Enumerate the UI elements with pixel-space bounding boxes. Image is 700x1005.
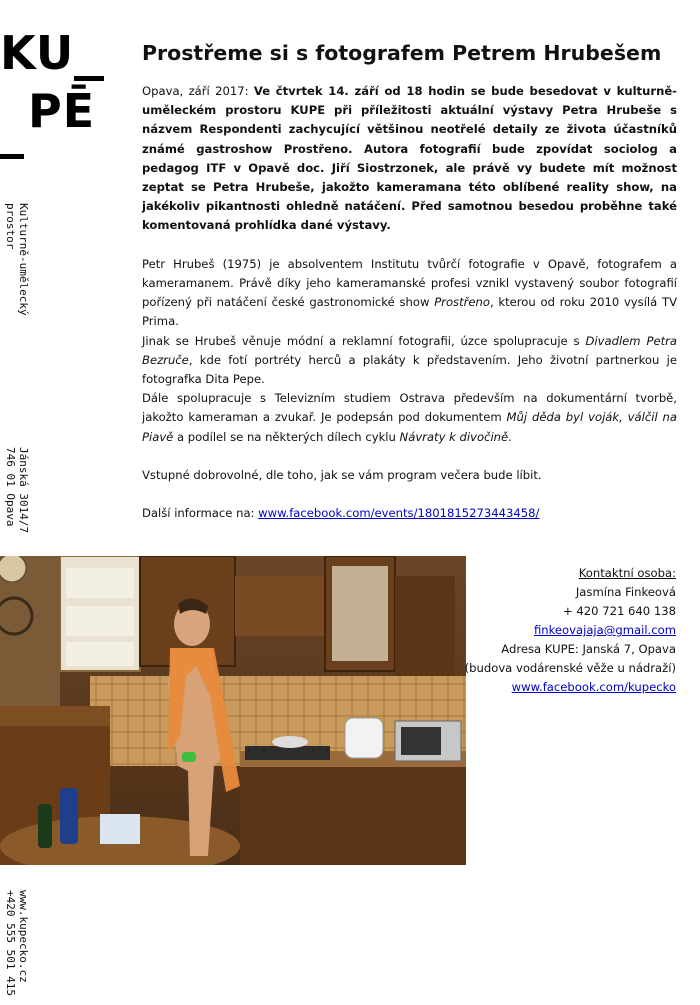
- bio-p3-text-c: .: [508, 429, 512, 444]
- page-title: Prostřeme si s fotografem Petrem Hrubešem: [142, 41, 662, 65]
- intro-bold: Ve čtvrtek 14. září od 18 hodin se bude besedovat v kulturně-uměleckém prostoru KUPE při příležitosti aktuální výstavy Petra Hrubeše s názvem Respondenti zachycující většinou neotřelé detaily ze života účastníků známé gastroshow Prostřeno. Autora fotografií bude zpovídat sociolog a pedagog ITF v Opavě doc. Jiří Siostrzonek, ale právě vy budete mít možnost zeptat se Petra Hrubeše, jakožto kameramana této oblíbené reality show, na jakékoliv pikantnosti ohledně natáčení. Před samotnou besedou proběhne také komentovaná prohlídka dané výstavy.: [142, 84, 677, 233]
- contact-address: Adresa KUPE: Janská 7, Opava: [501, 642, 676, 656]
- logo-line-1: KU: [0, 26, 75, 80]
- bio-paragraph-2: [142, 332, 677, 390]
- contact-phone: + 420 721 640 138: [563, 604, 676, 618]
- event-link[interactable]: www.facebook.com/events/1801815273443458/: [258, 506, 540, 521]
- contact-address-note: (budova vodárenské věže u nádraží): [464, 661, 676, 675]
- contact-heading: Kontaktní osoba:: [578, 566, 676, 580]
- more-info-label: Další informace na:: [142, 506, 259, 521]
- contact-email-link[interactable]: finkeovajaja@gmail.com: [533, 623, 676, 637]
- contact-web-link[interactable]: www.facebook.com/kupecko: [511, 680, 676, 694]
- bio-p3-italic-1: Můj děda byl voják, válčil na Piavě: [142, 410, 677, 444]
- bio-p3-italic-2: Návraty k divočině: [399, 429, 509, 444]
- intro-lead: Opava, září 2017:: [142, 84, 254, 98]
- bio-p2-text-b: , kde fotí portréty herců a plakáty k představením. Jeho životní partnerkou je fotografka Dita Pepe.: [142, 352, 677, 387]
- sidebar-address: Jánská 3014/7 746 01 Opava: [4, 447, 30, 534]
- bio-p3-text-b: a podílel se na některých dílech cyklu: [173, 429, 400, 444]
- logo-bar-top: [74, 76, 104, 81]
- article-body: [142, 82, 677, 524]
- bio-p3-text-a: Dále spolupracuje s Televizním studiem Ostrava především na dokumentární tvorbě, jakožto kameraman a zvukař. Je podepsán pod dokumentem: [142, 391, 677, 425]
- bio-p2-italic: Divadlem Petra Bezruče: [142, 333, 677, 367]
- contact-name: Jasmína Finkeová: [575, 585, 676, 599]
- logo-line-2: PĒ: [28, 84, 96, 138]
- contact-block: [456, 564, 676, 697]
- sidebar-tagline: Kulturně-umělecký prostor: [4, 203, 30, 316]
- bio-p1-text-b: , kterou od roku 2010 vysílá TV Prima.: [142, 295, 678, 329]
- bio-paragraph-1: [142, 255, 677, 332]
- admission-text: Vstupné dobrovolné, dle toho, jak se vám program večera bude líbit.: [142, 468, 542, 483]
- kitchen-photo-illustration: [0, 556, 466, 865]
- bio-p1-italic: Prostřeno: [434, 295, 490, 310]
- intro-paragraph: [142, 82, 677, 236]
- logo-bar-bottom: [0, 154, 24, 159]
- exhibition-photo: [0, 556, 466, 865]
- bio-p1-text-a: Petr Hrubeš (1975) je absolventem Institutu tvůrčí fotografie v Opavě, fotografem a kameramanem. Právě díky jeho kameramanské profesi vznikl vystavený soubor fotografií pořízený při natáčení české gastronomické show: [142, 256, 677, 310]
- more-info: [142, 504, 677, 523]
- sidebar-contact: www.kupecko.cz +420 555 501 415: [4, 890, 30, 996]
- bio-p2-text-a: Jinak se Hrubeš věnuje módní a reklamní fotografii, úzce spolupracuje s: [142, 333, 586, 348]
- bio-paragraph-3: [142, 389, 677, 447]
